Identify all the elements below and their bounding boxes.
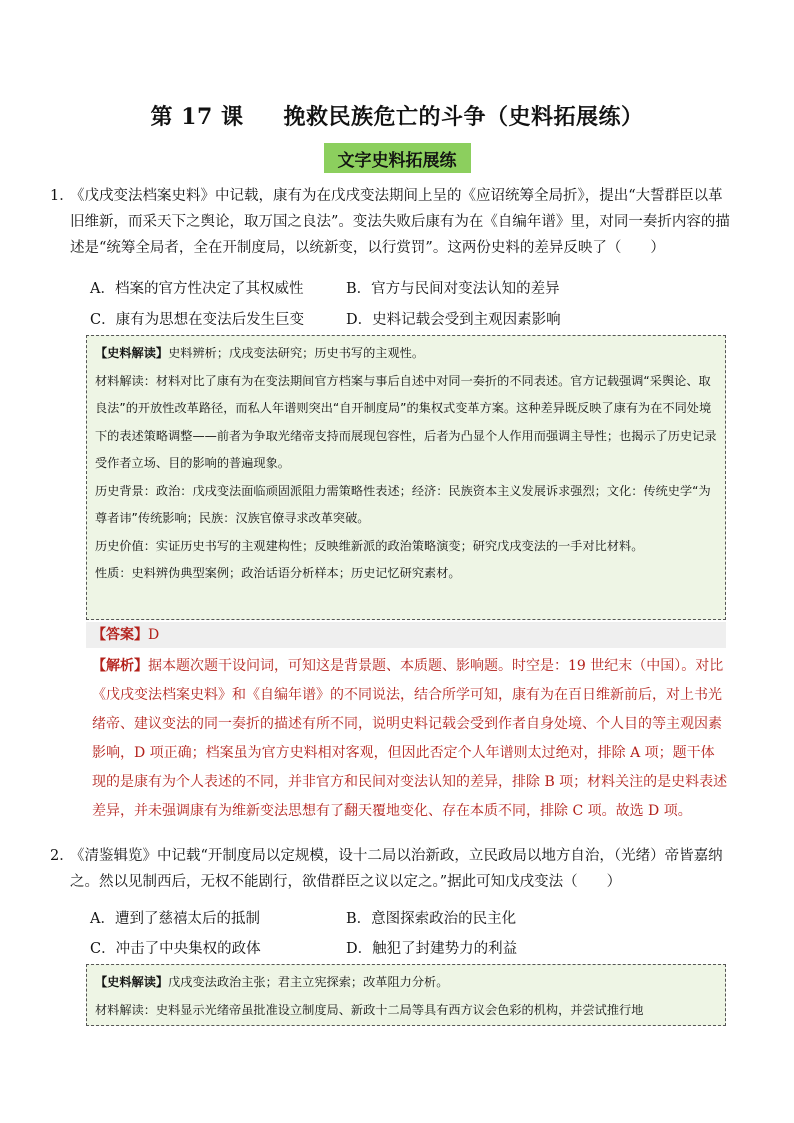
q1-option-d[interactable]: D．史料记载会受到主观因素影响 xyxy=(346,312,561,328)
q1-analysis xyxy=(92,652,728,826)
question-2-options-row-2 xyxy=(90,937,730,963)
q1-option-c[interactable]: C．康有为思想在变法后发生巨变 xyxy=(90,312,305,328)
q1-answer-tag: 【答案】 xyxy=(92,627,148,643)
q2-option-d[interactable]: D．触犯了封建势力的利益 xyxy=(346,941,518,957)
question-2-text: 《清鉴辑览》中记载“开制度局以定规模，设十二局以治新政，立民政局以地方自治，（光绪）帝皆嘉纳之。然以见制西后，无权不能剧行，欲借群臣之议以定之。”据此可知戊戌变法（ ） xyxy=(70,848,723,890)
question-1-options-row-2 xyxy=(90,308,730,334)
q2-box-material: 材料解读：史料显示光绪帝虽批准设立制度局、新政十二局等具有西方议会色彩的机构，并尝试推行地 xyxy=(95,1002,644,1017)
question-2-options-row-1 xyxy=(90,907,730,933)
q1-analysis-tag: 【解析】 xyxy=(92,658,148,674)
lesson-number: 第 17 课 xyxy=(150,104,244,130)
question-1-text: 《戊戌变法档案史料》中记载，康有为在戊戌变法期间上呈的《应诏统筹全局折》，提出“大誓群臣以革旧维新，而采天下之舆论，取万国之良法”。变法失败后康有为在《自编年谱》里，对同一奏折内容的描述是“统筹全局者，全在开制度局，以统新变，以行赏罚”。这两份史料的差异反映了（ ） xyxy=(70,188,730,256)
q1-box-background: 历史背景：政治：戊戌变法面临顽固派阻力需策略性表述；经济：民族资本主义发展诉求强烈；文化：传统史学“为尊者讳”传统影响；民族：汉族官僚寻求改革突破。 xyxy=(95,483,711,525)
q2-source-interpretation-box xyxy=(86,964,726,1026)
question-2-stem xyxy=(50,843,730,895)
q2-option-c[interactable]: C．冲击了中央集权的政体 xyxy=(90,941,261,957)
q2-box-line-1: 【史料解读】戊戌变法政治主张；君主立宪探索；改革阻力分析。 xyxy=(95,975,449,989)
q2-option-b[interactable]: B．意图探索政治的民主化 xyxy=(346,911,517,927)
section-heading-wrap xyxy=(0,143,794,173)
question-2-number: 2． xyxy=(50,848,74,864)
question-1-options-row-1 xyxy=(90,277,730,303)
q1-analysis-text: 据本题次题干设问词，可知这是背景题、本质题、影响题。时空是：19 世纪末（中国）。对比《戊戌变法档案史料》和《自编年谱》的不同说法，结合所学可知，康有为在百日维新前后，对上书光绪帝、建议变法的同一奏折的描述有所不同，说明史料记载会受到作者自身处境、个人目的等主观因素影响，D 项正确；档案虽为官方史料相对客观，但因此否定个人年谱则太过绝对，排除 A 项；题干体现的是康有为个人表述的不同，并非官方和民间对变法认知的差异，排除 B 项；材料关注的是史料表述差异，并未强调康有为维新变法思想有了翻天覆地变化、存在本质不同，排除 C 项。故选 D 项。 xyxy=(92,658,728,819)
page-title xyxy=(0,100,794,131)
q1-answer xyxy=(86,622,726,648)
question-1-number: 1． xyxy=(50,188,74,204)
q2-option-a[interactable]: A．遭到了慈禧太后的抵制 xyxy=(90,911,260,927)
q1-source-interpretation-box xyxy=(86,335,726,620)
question-1-stem xyxy=(50,183,730,261)
q1-box-material: 材料解读：材料对比了康有为在变法期间官方档案与事后自述中对同一奏折的不同表述。官方记载强调“采舆论、取良法”的开放性改革路径，而私人年谱则突出“自开制度局”的集权式变革方案。这种差异既反映了康有为在不同处境下的表述策略调整——前者为争取光绪帝支持而展现包容性，后者为凸显个人作用而强调主导性；也揭示了历史记录受作者立场、目的影响的普遍现象。 xyxy=(95,373,717,470)
q1-box-nature: 性质：史料辨伪典型案例；政治话语分析样本；历史记忆研究素材。 xyxy=(95,566,461,580)
q1-option-b[interactable]: B．官方与民间对变法认知的差异 xyxy=(346,281,560,297)
q1-answer-value: D xyxy=(148,627,160,643)
q1-option-a[interactable]: A．档案的官方性决定了其权威性 xyxy=(90,281,304,297)
section-heading: 文字史料拓展练 xyxy=(324,143,471,173)
q1-box-line-1: 【史料解读】史料辨析；戊戌变法研究；历史书写的主观性。 xyxy=(95,346,425,360)
q1-box-value: 历史价值：实证历史书写的主观建构性；反映维新派的政治策略演变；研究戊戌变法的一手对比材料。 xyxy=(95,538,644,553)
lesson-title: 挽救民族危亡的斗争（史料拓展练） xyxy=(283,104,644,130)
